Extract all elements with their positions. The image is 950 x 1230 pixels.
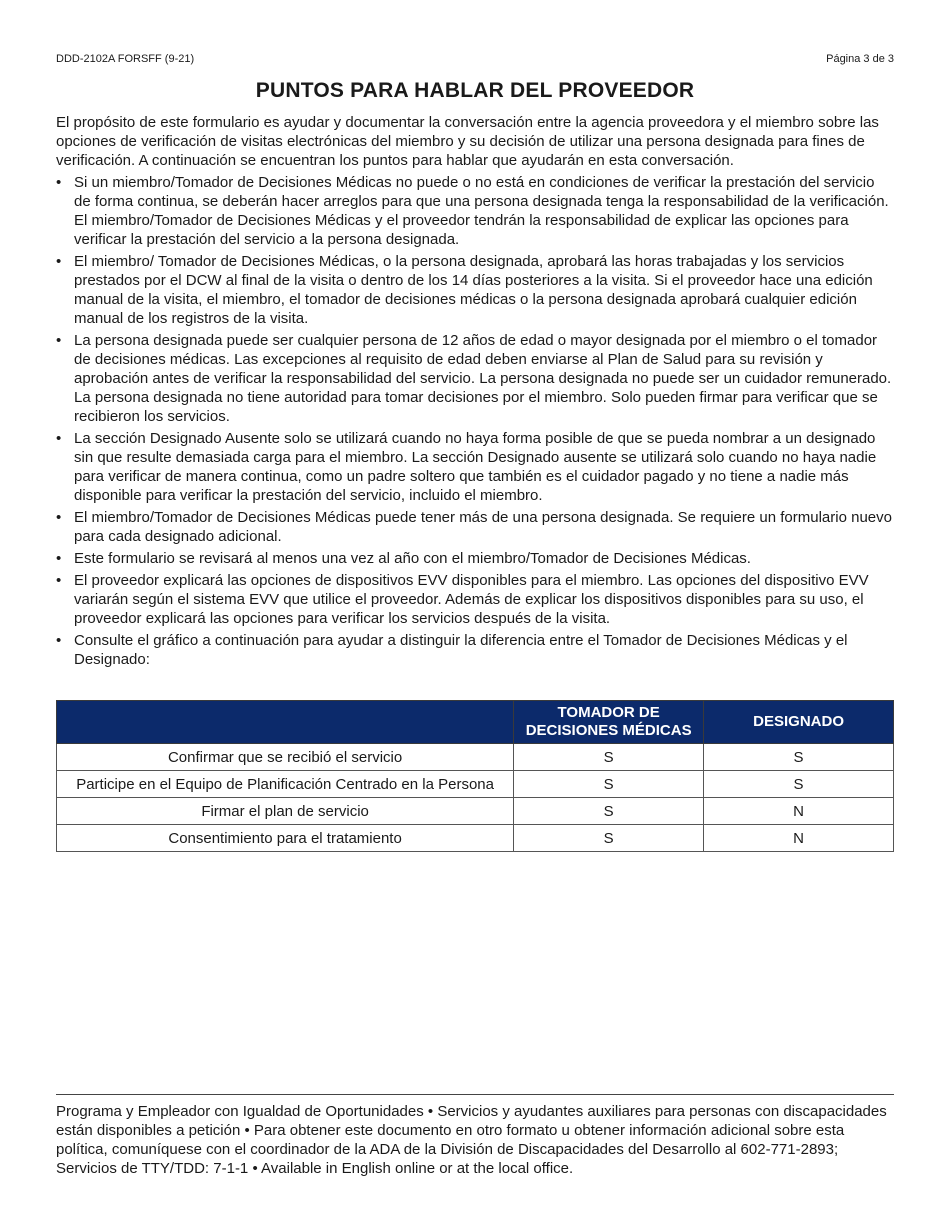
footer-divider (56, 1094, 894, 1095)
table-row (57, 825, 894, 852)
list-item: • Este formulario se revisará al menos una vez al año con el miembro/Tomador de Decisiones Médicas. (56, 549, 894, 568)
table-cell: S (704, 771, 894, 798)
table-row (57, 771, 894, 798)
table-cell: S (514, 771, 704, 798)
form-id: DDD-2102A FORSFF (9-21) (56, 53, 195, 65)
list-item: • El miembro/ Tomador de Decisiones Médicas, o la persona designada, aprobará las horas trabajadas y los servicios prestados por el DCW al final de la visita o dentro de los 14 días posteriores a la visita. Si el proveedor hace una edición manual de la visita, el miembro, el tomador de decisiones médicas o la persona designada aprobará cualquier edición manual de los registros de la visita. (56, 252, 894, 328)
talking-points-list (56, 173, 894, 672)
intro-paragraph: El propósito de este formulario es ayudar y documentar la conversación entre la agencia proveedora y el miembro sobre las opciones de verificación de visitas electrónicas del miembro y su decisión de utilizar una persona designada para fines de verificación. A continuación se encuentran los puntos para hablar que ayudarán en esta conversación. (56, 114, 879, 169)
table-cell: S (704, 744, 894, 771)
table-cell: S (514, 798, 704, 825)
page-header (56, 53, 894, 65)
page-number: Página 3 de 3 (826, 53, 894, 65)
form-page (56, 0, 894, 1230)
header-cell-designee: DESIGNADO (704, 701, 894, 744)
header-cell-medical-decision-maker: TOMADOR DE DECISIONES MÉDICAS (514, 701, 704, 744)
table-cell: S (514, 744, 704, 771)
table-row (57, 798, 894, 825)
table-cell: N (704, 825, 894, 852)
footer-notice: Programa y Empleador con Igualdad de Oportunidades • Servicios y ayudantes auxiliares para personas con discapacidades están disponibles a petición • Para obtener este documento en otro formato u obtener información adicional sobre esta política, comuníquese con el coordinador de la ADA de la División de Discapacidades del Desarrollo al 602-771-2893; Servicios de TTY/TDD: 7-1-1 • Available in English online or at the local office. (56, 1103, 887, 1177)
table-cell: Consentimiento para el tratamiento (57, 825, 514, 852)
comparison-table (56, 700, 894, 852)
list-item: • Si un miembro/Tomador de Decisiones Médicas no puede o no está en condiciones de verificar la prestación del servicio de forma continua, se deberán hacer arreglos para que una persona designada tenga la responsabilidad de la verificación. El miembro/Tomador de Decisiones Médicas y el proveedor tendrán la responsabilidad de explicar las opciones para verificar la prestación del servicio a la persona designada. (56, 173, 894, 249)
table-cell: Firmar el plan de servicio (57, 798, 514, 825)
list-item: • La sección Designado Ausente solo se utilizará cuando no haya forma posible de que se pueda nombrar a un designado sin que resulte demasiada carga para el miembro. La sección Designado ausente se utilizará solo cuando no haya nadie para verificar de manera continua, como un padre soltero que también es el cuidador pagado y no tiene a nadie más disponible para verificar la prestación del servicio, incluido el miembro. (56, 429, 894, 505)
table-cell: N (704, 798, 894, 825)
table-cell: S (514, 825, 704, 852)
list-item: • El miembro/Tomador de Decisiones Médicas puede tener más de una persona designada. Se requiere un formulario nuevo para cada designado adicional. (56, 508, 894, 546)
page-title: PUNTOS PARA HABLAR DEL PROVEEDOR (255, 79, 695, 102)
table-cell: Confirmar que se recibió el servicio (57, 744, 514, 771)
list-item: • La persona designada puede ser cualquier persona de 12 años de edad o mayor designada por el miembro o el tomador de decisiones médicas. Las excepciones al requisito de edad deben enviarse al Plan de Salud para su revisión y aprobación antes de verificar la responsabilidad del servicio. La persona designada no puede ser un cuidador remunerado. La persona designada no tiene autoridad para tomar decisiones por el miembro. Solo pueden firmar para verificar que se recibieron los servicios. (56, 331, 894, 426)
list-item: • Consulte el gráfico a continuación para ayudar a distinguir la diferencia entre el Tomador de Decisiones Médicas y el Designado: (56, 631, 894, 669)
table-row (57, 744, 894, 771)
table-cell: Participe en el Equipo de Planificación Centrado en la Persona (57, 771, 514, 798)
list-item: • El proveedor explicará las opciones de dispositivos EVV disponibles para el miembro. Las opciones del dispositivo EVV variarán según el sistema EVV que utilice el proveedor. Además de explicar los dispositivos disponibles para su uso, el proveedor explicará las opciones para verificar los servicios después de la visita. (56, 571, 894, 628)
header-cell-blank (57, 701, 514, 744)
table-header-row (57, 701, 894, 744)
